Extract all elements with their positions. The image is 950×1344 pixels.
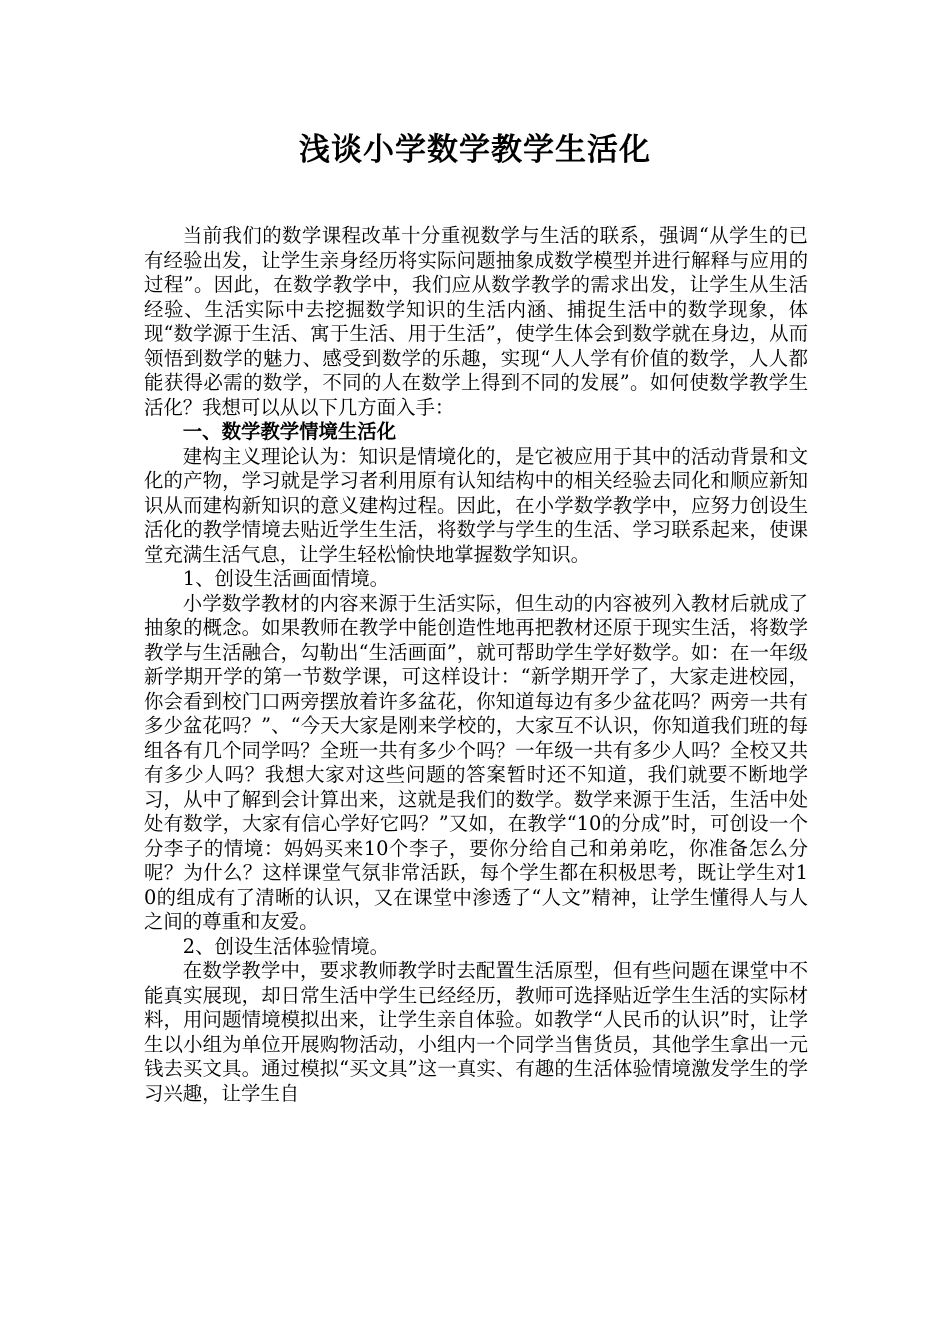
paragraph-life-scene: 小学数学教材的内容来源于生活实际，但生动的内容被列入教材后就成了抽象的概念。如果教师在教学中能创造性地再把教材还原于现实生活，将数学教学与生活融合，勾勒出“生活画面”，就可帮助学生学好数学。如：在一年级新学期开学的第一节数学课，可这样设计：“新学期开学了，大家走进校园，你会看到校门口两旁摆放着许多盆花，你知道每边有多少盆花吗？两旁一共有多少盆花吗？”、“今天大家是刚来学校的，大家互不认识，你知道我们班的每组各有几个同学吗？全班一共有多少个吗？一年级一共有多少人吗？全校又共有多少人吗？我想大家对这些问题的答案暂时还不知道，我们就要不断地学习，从中了解到会计算出来，这就是我们的数学。数学来源于生活，生活中处处有数学，大家有信心学好它吗？”又如，在教学“10的分成”时，可创设一个分李子的情境：妈妈买来10个李子，要你分给自己和弟弟吃，你准备怎么分呢？为什么？这样课堂气氛非常活跃，每个学生都在积极思考，既让学生对10的组成有了清晰的认识，又在课堂中渗透了“人文”精神，让学生懂得人与人之间的尊重和友爱。	[144, 591, 808, 933]
document-title: 浅谈小学数学教学生活化	[299, 132, 651, 168]
document-body	[144, 224, 808, 1106]
section-heading: 一、数学教学情境生活化	[182, 420, 397, 443]
subsection-heading-1: 1、创设生活画面情境。	[182, 567, 390, 590]
paragraph-intro: 当前我们的数学课程改革十分重视数学与生活的联系，强调“从学生的已有经验出发，让学生亲身经历将实际问题抽象成数学模型并进行解释与应用的过程”。因此，在数学教学中，我们应从数学教学的需求出发，让学生从生活经验、生活实际中去挖掘数学知识的生活内涵、捕捉生活中的数学现象，体现“数学源于生活、寓于生活、用于生活”，使学生体会到数学就在身边，从而领悟到数学的魅力、感受到数学的乐趣，实现“人人学有价值的数学，人人都能获得必需的数学，不同的人在数学上得到不同的发展”。如何使数学教学生活化？我想可以从以下几方面入手：	[144, 224, 808, 419]
subsection-heading-2: 2、创设生活体验情境。	[182, 934, 390, 958]
paragraph-constructivism: 建构主义理论认为：知识是情境化的，是它被应用于其中的活动背景和文化的产物，学习就是学习者利用原有认知结构中的相关经验去同化和顺应新知识从而建构新知识的意义建构过程。因此，在小学数学教学中，应努力创设生活化的教学情境去贴近学生生活，将数学与学生的生活、学习联系起来，使课堂充满生活气息，让学生轻松愉快地掌握数学知识。	[144, 444, 808, 566]
paragraph-life-experience: 在数学教学中，要求教师教学时去配置生活原型，但有些问题在课堂中不能真实展现，却日常生活中学生已经经历，教师可选择贴近学生生活的实际材料，用问题情境模拟出来，让学生亲自体验。如教学“人民币的认识”时，让学生以小组为单位开展购物活动，小组内一个同学当售货员，其他学生拿出一元钱去买文具。通过模拟“买文具”这一真实、有趣的生活体验情境激发学生的学习兴趣，让学生自	[144, 959, 808, 1105]
